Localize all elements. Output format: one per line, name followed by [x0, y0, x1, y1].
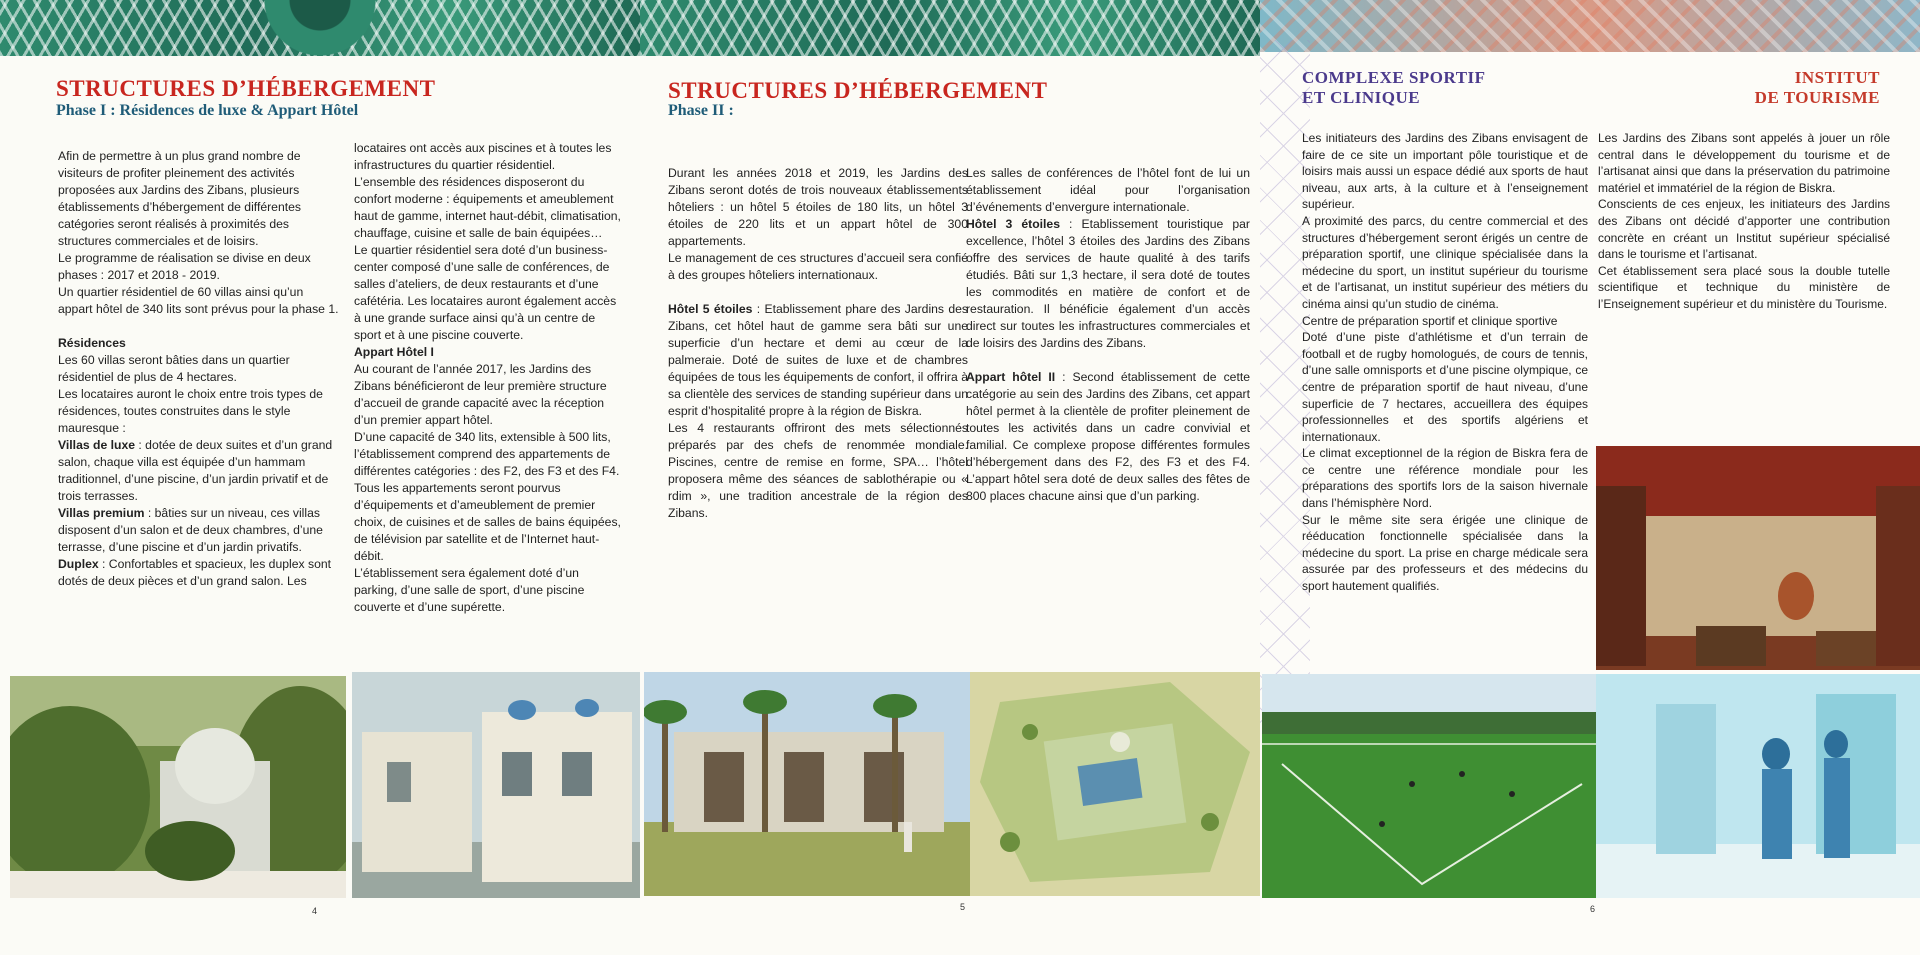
- paragraph: Le quartier résidentiel sera doté d’un business-center composé d’une salle de conférences, de salles d’ateliers, de deux restaurants et d’une cafétéria. Les locataires auront également accès à une grande surface ainsi qu’à un centre de sport et à une piscine couverte.: [354, 243, 617, 342]
- paragraph: Villas de luxe : dotée de deux suites et d’un grand salon, chaque villa est équipée d’un hammam traditionnel, d’une piscine, d’un jardin privatif et de trois terrasses.: [58, 438, 333, 503]
- paragraph: Sur le même site sera érigée une clinique de rééducation fonctionnelle spécialisée dans la médecine du sport. La prise en charge médicale sera assurée par des professeurs et des médecins du sport hautement qualifiés.: [1302, 512, 1588, 594]
- text-column-left: [1302, 130, 1588, 595]
- moorish-residences-render: [352, 672, 640, 898]
- page-subtitle: Phase I : Résidences de luxe & Appart Hôtel: [56, 102, 359, 119]
- aerial-hotel-render: [970, 672, 1260, 896]
- paragraph: Appart hôtel II : Second établissement de cette catégorie au sein des Jardins des Zibans, cet appart hôtel permet à la clientèle de profiter pleinement de toutes les activités dans un cadre convivial et familial. Ce complexe propose différentes formules d’hébergement dans des F2, des F3 et des F4. L’appart hôtel sera doté de deux salles des fêtes de 800 places chacune ainsi que d’un parking.: [966, 370, 1250, 503]
- paragraph: Villas premium : bâties sur un niveau, ces villas disposent d’un salon et de deux chambres, d’une terrasse, d’une piscine et d’un jardin privatifs.: [58, 506, 323, 554]
- text-column-right: [1598, 130, 1890, 313]
- text-column-left: [58, 148, 340, 590]
- paragraph: Hôtel 5 étoiles : Etablissement phare des Jardins des Zibans, cet hôtel haut de gamme sera bâti sur une superficie d’un hectare et demi au cœur de la palmeraie. Doté de suites de luxe et de chambres équipées de tous les équipements de confort, il offrira à sa clientèle des services de standing supérieur dans un esprit d’hospitalité propre à la région de Biskra.: [668, 302, 968, 418]
- page-number: 5: [960, 902, 966, 912]
- paragraph: Conscients de ces enjeux, les initiateurs des Jardins des Zibans ont décidé d’apporter une contribution concrète en créant un Institut supérieur spécialisé dans le tourisme et l’artisanat.: [1598, 197, 1890, 262]
- page-title: STRUCTURES D’HÉBERGEMENT: [668, 78, 1048, 103]
- page-title-right: INSTITUT DE TOURISME: [1754, 68, 1880, 107]
- hotel-facade-render: [644, 672, 970, 896]
- paragraph: Le management de ces structures d’accueil sera confié à des groupes hôteliers internationaux.: [668, 251, 968, 282]
- paragraph: Tous les appartements seront pourvus d’équipements et d’ameublement de premier choix, de cuisines et de salles de bains équipées, de télévision par satellite et de l’Internet haut-débit.: [354, 481, 621, 563]
- section-heading: Résidences: [58, 336, 126, 350]
- page-subtitle: Phase II :: [668, 102, 734, 119]
- artisan-textiles-photo: [1596, 446, 1920, 670]
- page-title: STRUCTURES D’HÉBERGEMENT: [56, 76, 436, 101]
- ornamental-banner: [1260, 0, 1920, 52]
- football-field-photo: [1262, 674, 1596, 898]
- paragraph: D’une capacité de 340 lits, extensible à 500 lits, l’établissement comprend des appartements de différentes catégories : des F2, des F3 et des F4.: [354, 430, 620, 478]
- section-heading: Appart Hôtel I: [354, 345, 434, 359]
- paragraph: Doté d’une piste d’athlétisme et d’un terrain de football et de rugby homologués, de cours de tennis, d’une salle omnisports et d’une piscine olympique, ce centre de préparation sportif de haut niveau, d’une superficie de 7 hectares, accueillera des équipes professionnelles et des sportifs algériens et internationaux.: [1302, 330, 1588, 444]
- paragraph: Duplex : Confortables et spacieux, les duplex sont dotés de deux pièces et d’un grand salon. Les: [58, 557, 332, 588]
- ornamental-banner: [640, 0, 1260, 56]
- paragraph: Afin de permettre à un plus grand nombre de visiteurs de profiter pleinement des activités proposées aux Jardins des Zibans, plusieurs établissements d’hébergement de différentes catégories seront réalisés à proximités des structures commerciales et de loisirs.: [58, 149, 301, 248]
- paragraph: Les initiateurs des Jardins des Zibans envisagent de faire de ce site un important pôle touristique et de loisirs mais aussi un espace dédié aux sports de haut niveau, aux arts, à la culture et à l’enseignement supérieur.: [1302, 131, 1588, 212]
- paragraph: Les Jardins des Zibans sont appelés à jouer un rôle central dans le développement du tourisme et de l’artisanat ainsi que dans la préservation du patrimoine matériel et immatériel de la région de Biskra.: [1598, 131, 1890, 195]
- paragraph: Les locataires auront le choix entre trois types de résidences, toutes construites dans le style mauresque :: [58, 387, 323, 435]
- paragraph: Durant les années 2018 et 2019, les Jardins des Zibans seront dotés de trois nouveaux établissements hôteliers : un hôtel 5 étoiles de 180 lits, un hôtel 3 étoiles de 220 lits et un appart hôtel de 300 appartements.: [668, 166, 968, 248]
- text-column-left: [668, 165, 968, 522]
- paragraph: A proximité des parcs, du centre commercial et des structures d’hébergement seront érigés un centre de préparation sportif, une clinique spécialisée dans la médecine du sport, un institut supérieur du tourisme et de l’artisanat, un institut supérieur des métiers du cinéma ainsi qu’un studio de cinéma.: [1302, 213, 1588, 311]
- clinic-corridor-photo: [1596, 674, 1920, 898]
- paragraph: L’ensemble des résidences disposeront du confort moderne : équipements et ameublement haut de gamme, internet haut-débit, climatisation, chauffage, cuisine et salle de bain équipées…: [354, 175, 621, 240]
- paragraph: Les salles de conférences de l’hôtel font de lui un établissement idéal pour l’organisation d’événements d’envergure internationale.: [966, 166, 1250, 214]
- villa-dome-photo: [10, 676, 346, 898]
- paragraph: Cet établissement sera placé sous la double tutelle scientifique et technique du ministère de l’Enseignement supérieur et du ministère du Tourisme.: [1598, 263, 1890, 311]
- paragraph: Hôtel 3 étoiles : Etablissement touristique par excellence, l’hôtel 3 étoiles des Jardins des Zibans offre des services de haute qualité à des tarifs étudiés. Bâti sur 1,3 hectare, il sera doté de toutes les commodités en matière de confort et de restauration. Il bénéficie également d’un accès direct sur toutes les infrastructures commerciales et de loisirs des Jardins des Zibans.: [966, 217, 1250, 350]
- paragraph: Le climat exceptionnel de la région de Biskra fera de ce centre une référence mondiale pour les préparations des sportifs lors de la saison hivernale dans l’hémisphère Nord.: [1302, 446, 1588, 511]
- page-number: 6: [1590, 904, 1596, 914]
- paragraph: L’établissement sera également doté d’un parking, d’une salle de sport, d’une piscine couverte et d’une supérette.: [354, 566, 585, 614]
- page-title-left: COMPLEXE SPORTIF ET CLINIQUE: [1302, 68, 1486, 107]
- text-column-right: [966, 165, 1250, 505]
- paragraph: Un quartier résidentiel de 60 villas ainsi qu’un appart hôtel de 340 lits sont prévus pour la phase 1.: [58, 285, 339, 316]
- paragraph: Les 4 restaurants offriront des mets sélectionnés préparés par des chefs de renommée mondiale. Piscines, centre de remise en forme, SPA… l’hôtel proposera même des séances de sablothérapie ou « rdim », une tradition ancestrale de la région des Zibans.: [668, 421, 968, 520]
- paragraph: Les 60 villas seront bâties dans un quartier résidentiel de plus de 4 hectares.: [58, 353, 290, 384]
- paragraph: Centre de préparation sportif et clinique sportive: [1302, 313, 1558, 328]
- page-number: 4: [312, 906, 318, 916]
- text-column-right: [354, 140, 624, 616]
- paragraph: Le programme de réalisation se divise en deux phases : 2017 et 2018 - 2019.: [58, 251, 311, 282]
- brochure-page-4: [0, 0, 640, 955]
- brochure-page-5: [640, 0, 1260, 955]
- paragraph: Au courant de l’année 2017, les Jardins des Zibans bénéficieront de leur première structure d’accueil de grande capacité avec la réception d’un premier appart hôtel.: [354, 362, 607, 427]
- paragraph: locataires ont accès aux piscines et à toutes les infrastructures du quartier résidentiel.: [354, 141, 612, 172]
- brochure-page-6: [1260, 0, 1920, 955]
